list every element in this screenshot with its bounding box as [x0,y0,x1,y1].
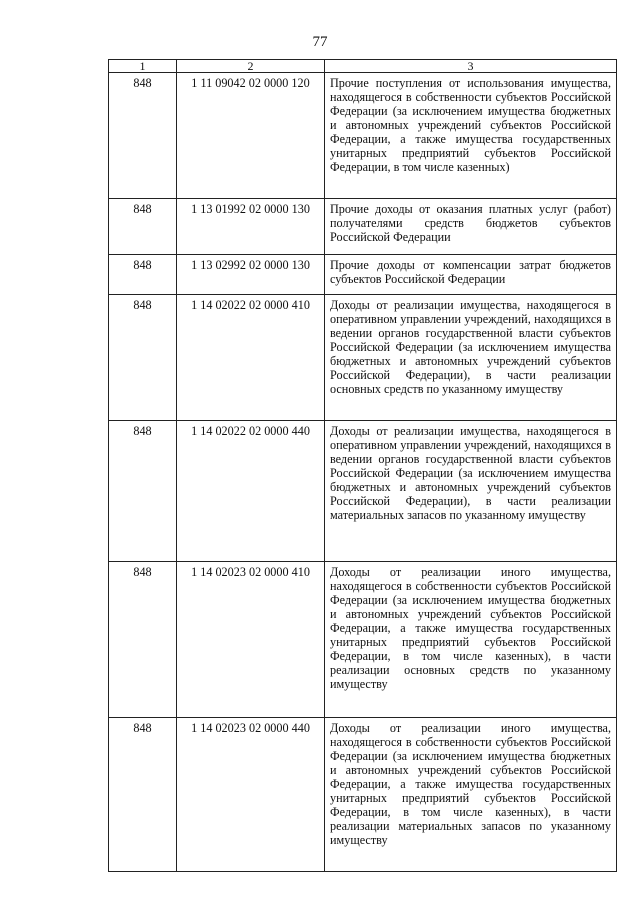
revenue-name-cell: Прочие доходы от оказания платных услуг (работ) получателями средств бюджетов субъектов Российской Федерации [325,199,617,255]
table-row [109,718,617,872]
table-row [109,255,617,295]
page-number: 77 [312,34,328,50]
revenue-code-cell: 1 14 02023 02 0000 440 [177,718,325,872]
administrator-code-cell: 848 [109,199,177,255]
table-row [109,199,617,255]
revenue-code-cell: 1 14 02023 02 0000 410 [177,562,325,718]
revenue-name-cell: Прочие поступления от использования имущества, находящегося в собственности субъектов Российской Федерации (за исключением имущества бюджетных и автономных учреждений субъектов Российской Федерации, а также имущества государственных унитарных предприятий субъектов Российской Федерации, в том числе казенных) [325,73,617,199]
column-header-2: 2 [177,60,325,73]
revenue-code-cell: 1 13 01992 02 0000 130 [177,199,325,255]
revenue-name-cell: Доходы от реализации имущества, находящегося в оперативном управлении учреждений, находящихся в ведении органов государственной власти субъектов Российской Федерации (за исключением имущества бюджетных и автономных учреждений субъектов Российской Федерации), в части реализации материальных запасов по указанному имуществу [325,421,617,562]
revenue-code-cell: 1 14 02022 02 0000 410 [177,295,325,421]
revenue-name-cell: Доходы от реализации иного имущества, находящегося в собственности субъектов Российской Федерации (за исключением имущества бюджетных и автономных учреждений субъектов Российской Федерации, а также имущества государственных унитарных предприятий субъектов Российской Федерации, в том числе казенных), в части реализации материальных запасов по указанному имуществу [325,718,617,872]
administrator-code-cell: 848 [109,295,177,421]
revenue-code-cell: 1 14 02022 02 0000 440 [177,421,325,562]
table-row [109,421,617,562]
administrator-code-cell: 848 [109,73,177,199]
column-header-1: 1 [109,60,177,73]
administrator-code-cell: 848 [109,421,177,562]
column-header-3: 3 [325,60,617,73]
table-header-row [109,60,617,73]
revenue-name-cell: Доходы от реализации имущества, находящегося в оперативном управлении учреждений, находящихся в ведении органов государственной власти субъектов Российской Федерации (за исключением имущества бюджетных и автономных учреждений субъектов Российской Федерации), в части реализации основных средств по указанному имуществу [325,295,617,421]
table-row [109,73,617,199]
revenue-code-cell: 1 13 02992 02 0000 130 [177,255,325,295]
revenue-name-cell: Доходы от реализации иного имущества, находящегося в собственности субъектов Российской Федерации (за исключением имущества бюджетных и автономных учреждений субъектов Российской Федерации, а также имущества государственных унитарных предприятий субъектов Российской Федерации, в том числе казенных), в части реализации основных средств по указанному имуществу [325,562,617,718]
administrator-code-cell: 848 [109,562,177,718]
revenue-code-cell: 1 11 09042 02 0000 120 [177,73,325,199]
revenue-name-cell: Прочие доходы от компенсации затрат бюджетов субъектов Российской Федерации [325,255,617,295]
administrator-code-cell: 848 [109,255,177,295]
revenue-codes-table [108,59,617,872]
administrator-code-cell: 848 [109,718,177,872]
table-row [109,295,617,421]
table-row [109,562,617,718]
